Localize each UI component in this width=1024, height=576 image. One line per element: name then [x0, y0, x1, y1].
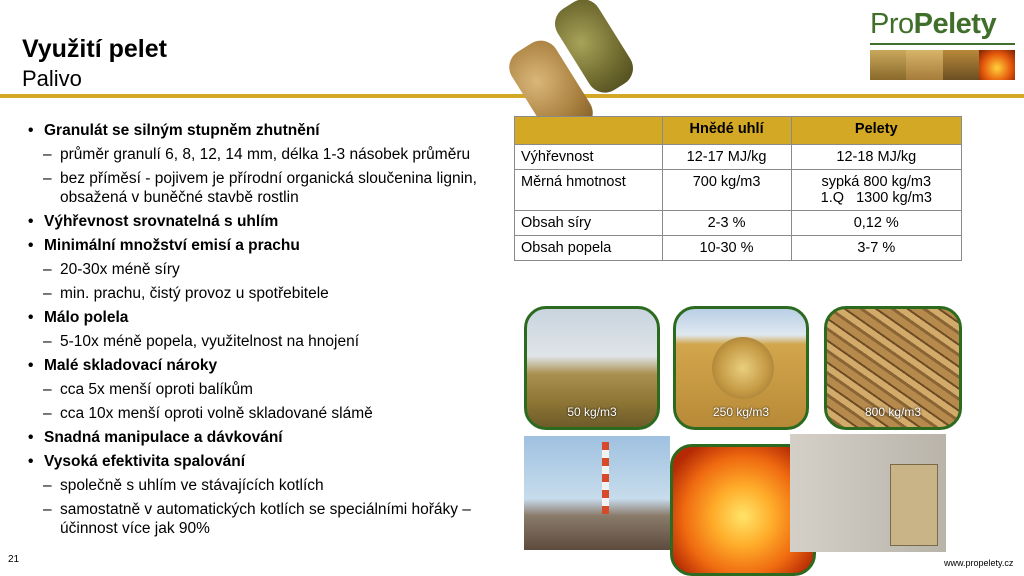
sub-bullet-item: – bez příměsí - pojivem je přírodní organická sloučenina lignin, obsažená v buněčné stavbě rostlin [28, 169, 498, 207]
bale-density-label: 250 kg/m3 [712, 405, 770, 419]
sub-bullet-item: – 20-30x méně síry [28, 260, 498, 279]
footer-url: www.propelety.cz [944, 558, 1014, 568]
hay-bale-shape [712, 337, 774, 399]
sub-bullet-item: – společně s uhlím ve stávajících kotlích [28, 476, 498, 495]
propelety-logo [870, 8, 996, 41]
logo-pelety: Pelety [913, 8, 997, 40]
pellets-value-quality: 1.Q 1300 kg/m3 [820, 190, 932, 206]
coal-value: 12-17 MJ/kg [662, 145, 791, 170]
row-label: Obsah popela [515, 236, 663, 261]
pellets-photo [824, 306, 962, 430]
logo-photo-strip [870, 50, 1015, 80]
comparison-table [514, 116, 962, 261]
bullet-item: • Granulát se silným stupněm zhutnění [28, 121, 498, 140]
coal-value: 10-30 % [662, 236, 791, 261]
boiler-shape [890, 464, 938, 546]
bullet-item: • Málo polela [28, 308, 498, 327]
power-plant-photo [524, 436, 670, 550]
bullet-item: • Minimální množství emisí a prachu [28, 236, 498, 255]
table-header-empty [515, 117, 663, 145]
bullet-item: • Vysoká efektivita spalování [28, 452, 498, 471]
straw-pile-photo [524, 306, 660, 430]
logo-pro: Pro [870, 8, 914, 40]
title-divider [0, 94, 1024, 98]
coal-value: 700 kg/m3 [662, 170, 791, 211]
pellets-value: 12-18 MJ/kg [791, 145, 961, 170]
table-row [515, 211, 962, 236]
hay-bale-photo [673, 306, 809, 430]
pellets-value [791, 170, 961, 211]
sub-bullet-item: – min. prachu, čistý provoz u spotřebitele [28, 284, 498, 303]
pellets-value: 3-7 % [791, 236, 961, 261]
row-label: Obsah síry [515, 211, 663, 236]
table-row [515, 145, 962, 170]
bullet-item: • Snadná manipulace a dávkování [28, 428, 498, 447]
pellets-value: 0,12 % [791, 211, 961, 236]
bullet-item: • Výhřevnost srovnatelná s uhlím [28, 212, 498, 231]
slide-subtitle: Palivo [22, 66, 82, 91]
table-header-coal: Hnědé uhlí [662, 117, 791, 145]
sub-bullet-item: – průměr granulí 6, 8, 12, 14 mm, délka 1-3 násobek průměru [28, 145, 498, 164]
sub-bullet-item: – 5-10x méně popela, využitelnost na hnojení [28, 332, 498, 351]
pellets-value-bulk: sypká 800 kg/m3 [821, 174, 932, 190]
slide-title: Využití pelet [22, 35, 167, 63]
table-header-pellets: Pelety [791, 117, 961, 145]
logo-underline [870, 43, 1015, 45]
sub-bullet-item: – cca 10x menší oproti volně skladované slámě [28, 404, 498, 423]
straw-density-label: 50 kg/m3 [567, 405, 617, 419]
row-label: Výhřevnost [515, 145, 663, 170]
table-row [515, 170, 962, 211]
coal-value: 2-3 % [662, 211, 791, 236]
bullet-list [28, 116, 498, 543]
table-row [515, 236, 962, 261]
sub-bullet-item: – samostatně v automatických kotlích se speciálními hořáky – účinnost více jak 90% [28, 500, 498, 538]
row-label: Měrná hmotnost [515, 170, 663, 211]
chimney-shape [602, 442, 609, 514]
sub-bullet-item: – cca 5x menší oproti balíkům [28, 380, 498, 399]
page-number: 21 [8, 554, 20, 565]
pellets-density-label: 800 kg/m3 [864, 405, 922, 419]
table-header-row [515, 117, 962, 145]
boiler-photo [790, 434, 946, 552]
bullet-item: • Malé skladovací nároky [28, 356, 498, 375]
